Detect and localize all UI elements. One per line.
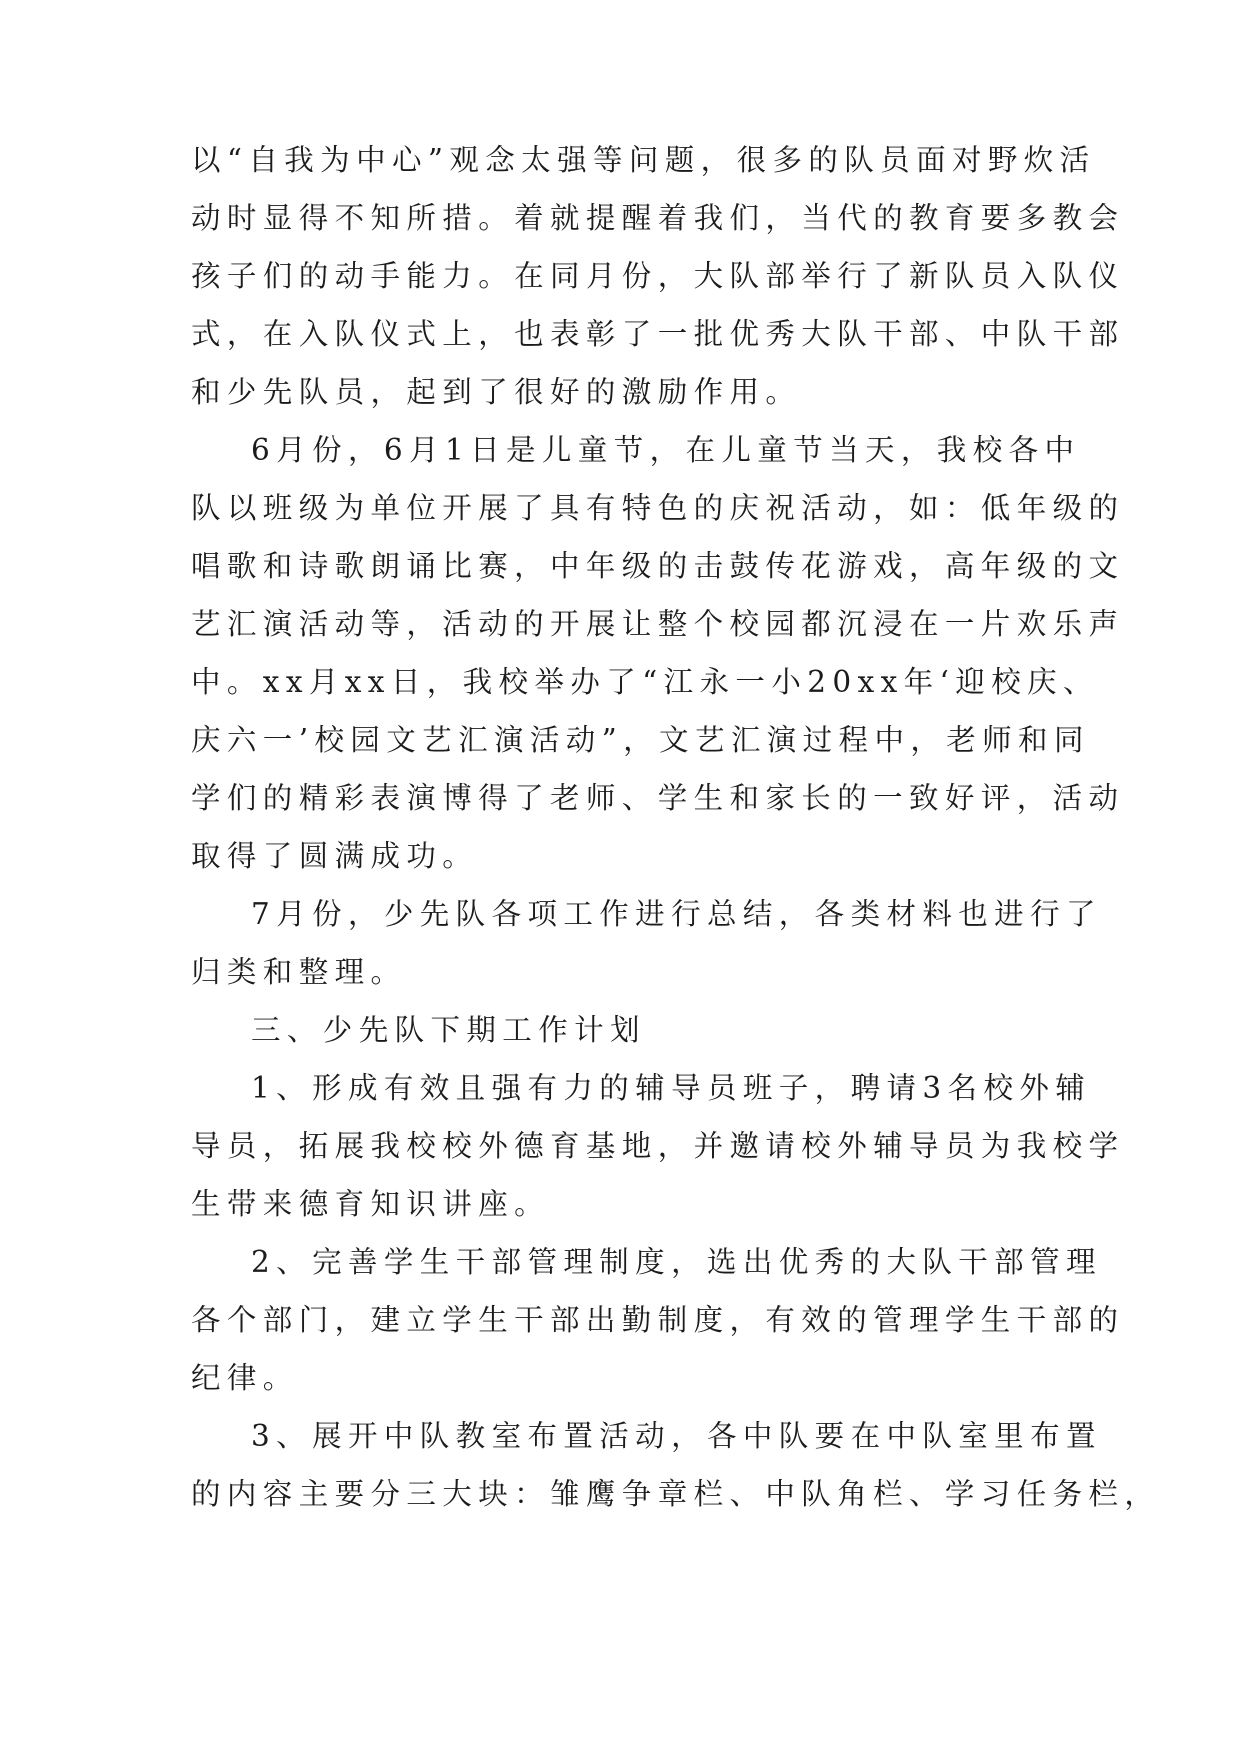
section-heading: 三、少先队下期工作计划 xyxy=(251,1013,646,1047)
text-line: 庆六一’校园文艺汇演活动”，文艺汇演过程中，老师和同 xyxy=(191,723,1090,757)
paragraph-first-line: 1、形成有效且强有力的辅导员班子，聘请3名校外辅 xyxy=(251,1071,1092,1105)
text-line: 唱歌和诗歌朗诵比赛，中年级的击鼓传花游戏，高年级的文 xyxy=(191,549,1125,583)
text-line: 各个部门，建立学生干部出勤制度，有效的管理学生干部的 xyxy=(191,1303,1125,1337)
text-line: 以“自我为中心”观念太强等问题，很多的队员面对野炊活 xyxy=(191,143,1096,177)
text-line: 生带来德育知识讲座。 xyxy=(191,1187,551,1221)
text-line: 取得了圆满成功。 xyxy=(191,839,479,873)
text-line: 的内容主要分三大块：雏鹰争章栏、中队角栏、学习任务栏， xyxy=(191,1477,1161,1511)
text-line: 学们的精彩表演博得了老师、学生和家长的一致好评，活动 xyxy=(191,781,1125,815)
paragraph-first-line: 2、完善学生干部管理制度，选出优秀的大队干部管理 xyxy=(251,1245,1102,1279)
text-line: 式，在入队仪式上，也表彰了一批优秀大队干部、中队干部 xyxy=(191,317,1125,351)
text-line: 导员，拓展我校校外德育基地，并邀请校外辅导员为我校学 xyxy=(191,1129,1125,1163)
text-line: 和少先队员，起到了很好的激励作用。 xyxy=(191,375,802,409)
paragraph-first-line: 3、展开中队教室布置活动，各中队要在中队室里布置 xyxy=(251,1419,1102,1453)
text-line: 孩子们的动手能力。在同月份，大队部举行了新队员入队仪 xyxy=(191,259,1125,293)
text-line: 队以班级为单位开展了具有特色的庆祝活动，如：低年级的 xyxy=(191,491,1125,525)
paragraph-first-line: 6月份，6月1日是儿童节，在儿童节当天，我校各中 xyxy=(251,433,1081,467)
text-line: 艺汇演活动等，活动的开展让整个校园都沉浸在一片欢乐声 xyxy=(191,607,1125,641)
paragraph-first-line: 7月份，少先队各项工作进行总结，各类材料也进行了 xyxy=(251,897,1102,931)
text-line: 归类和整理。 xyxy=(191,955,407,989)
text-line: 中。xx月xx日，我校举办了“江永一小20xx年‘迎校庆、 xyxy=(191,665,1099,699)
text-line: 动时显得不知所措。着就提醒着我们，当代的教育要多教会 xyxy=(191,201,1125,235)
text-line: 纪律。 xyxy=(191,1361,299,1395)
